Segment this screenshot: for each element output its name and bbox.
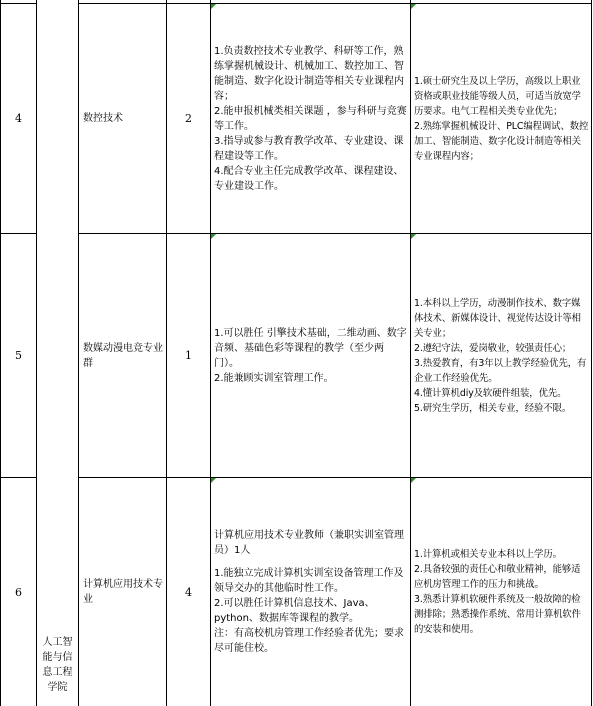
major-name-text: 计算机应用技术专业: [83, 579, 163, 605]
duty-title: 计算机应用技术专业教师（兼职实训室管理员）1人: [214, 530, 404, 556]
headcount: [167, 478, 210, 706]
duty-item: 3.指导或参与教育教学改革、专业建设、课程建设等工作。: [214, 135, 404, 162]
requirement-item: 5.研究生学历，相关专业，经验不限。: [414, 402, 572, 414]
requirement-item: 3.热爱教育，有3年以上教学经验优先，有企业工作经验优先。: [414, 357, 587, 384]
row-index: [1, 234, 36, 477]
headcount-value: 2: [185, 112, 192, 125]
duty-item: 1.可以胜任 引擎技术基础，二维动画、数字音频、基础色彩等课程的教学（至少两门）。: [214, 327, 407, 369]
duty-item: 1.能独立完成计算机实训室设备管理工作及领导交办的其他临时性工作。: [214, 568, 404, 594]
major-name-text: 数媒动漫电竞专业群: [83, 342, 163, 369]
headcount-value: 4: [185, 585, 192, 599]
requirement-item: 2.遵纪守法，爱岗敬业，较强责任心；: [414, 342, 572, 354]
duty-item: 1.负责数控技术专业教学、科研等工作，熟练掌握机械设计、机械加工、数控加工、智能制造、数字化设计制造等相关专业课程内容；: [214, 45, 404, 102]
duty-item: 2.能申报机械类相关课题 ，参与科研与竞赛等工作。: [214, 105, 407, 132]
grid-line-v: [591, 0, 592, 706]
grid-line-v: [210, 0, 211, 706]
requirement-item: 2.熟练掌握机械设计、PLC编程调试、数控加工、智能制造、数字化设计制造等相关专业课程内容；: [414, 120, 589, 162]
grid-line-v: [410, 0, 411, 706]
requirement-item: 4.懂计算机diy及软硬件组装，优先。: [414, 387, 567, 399]
requirements-cell: [414, 478, 589, 706]
college-name: [37, 624, 78, 706]
major-name: [83, 478, 163, 706]
requirement-item: 2.具备较强的责任心和敬业精神，能够适应机房管理工作的压力和挑战。: [414, 564, 581, 590]
duty-item: 2.可以胜任计算机信息技术、Java、python、数据库等课程的教学。: [214, 598, 375, 624]
duties-cell: [214, 234, 408, 477]
duty-item: 4.配合专业主任完成教学改革、课程建设、专业建设工作。: [214, 165, 404, 192]
row-index-value: 5: [15, 349, 22, 362]
requirement-item: 1.硕士研究生及以上学历，高级以上职业资格或职业技能等级人员，可适当放宽学历要求。电气工程相关类专业优先；: [414, 75, 581, 117]
row-index-value: 6: [15, 585, 22, 599]
row-index-value: 4: [15, 112, 22, 125]
duties-cell: [214, 478, 408, 706]
grid-line-v: [78, 0, 79, 706]
headcount: [167, 4, 210, 233]
major-name: [83, 234, 163, 477]
headcount-value: 1: [185, 349, 192, 362]
requirements-cell: [414, 4, 589, 233]
row-index: [1, 478, 36, 706]
requirements-cell: [414, 234, 589, 477]
row-index: [1, 4, 36, 233]
major-name-text: 数控技术: [83, 113, 123, 124]
duty-note: 注：有高校机房管理工作经验者优先；要求尽可能住校。: [214, 628, 404, 654]
headcount: [167, 234, 210, 477]
college-name-text: 人工智能与信息工程学院: [42, 637, 73, 693]
grid-line-v: [36, 0, 37, 706]
duties-cell: [214, 4, 408, 233]
requirement-item: 1.计算机或相关专业本科以上学历。: [414, 549, 562, 560]
major-name: [83, 4, 163, 233]
duty-item: 2.能兼顾实训室管理工作。: [214, 372, 334, 384]
requirement-item: 3.熟悉计算机软硬件系统及一般故障的检测排除；熟悉操作系统、常用计算机软件的安装和使用。: [414, 594, 581, 635]
requirement-item: 1.本科以上学历，动漫制作技术、数字媒体技术、新媒体设计、视觉传达设计等相关专业；: [414, 297, 581, 339]
